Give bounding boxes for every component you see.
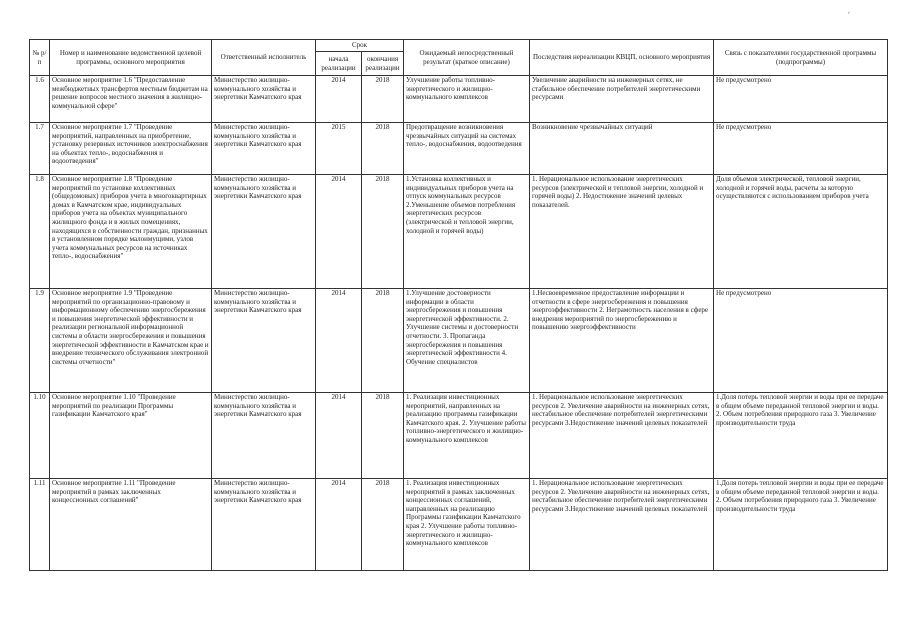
header-name: Номер и наименование ведомственной целевой программы, основного мероприятия	[50, 40, 212, 76]
row-end-year: 2018	[362, 76, 404, 123]
row-link: Не предусмотрено	[714, 123, 888, 175]
page-mark: ʹ	[848, 10, 850, 20]
header-start: начала реализации	[316, 52, 362, 76]
row-link: 1.Доля потерь тепловой энергии и воды при ее передаче в общем объеме переданной тепловой энергии и воды. 2. Объем потребления природного газа 3. Увеличение производительности труда	[714, 479, 888, 571]
row-name: Основное мероприятие 1.9 "Проведение мероприятий по организационно-правовому и информационному обеспечению энергосбережения и повышения энергетической эффективности и реализации региональной информационной системы в области энергосбережения и повышения энергетической эффективности в Камчатском крае и внедрение технического обслуживания электронной системы отчетности"	[50, 289, 212, 393]
row-number: 1.10	[30, 393, 50, 479]
table-row	[30, 393, 888, 479]
row-consequences: Возникновение чрезвычайных ситуаций	[530, 123, 714, 175]
row-number: 1.6	[30, 76, 50, 123]
row-number: 1.9	[30, 289, 50, 393]
table-row	[30, 76, 888, 123]
row-name: Основное мероприятие 1.8 "Проведение мероприятий по установке коллективных (общедомовых) приборов учета в многоквартирных домах в Камчатском крае, индивидуальных приборов учета на объектах муниципального жилищного фонда и в жилых помещениях, находящихся в собственности граждан, признанных в установленном порядке малоимущими, узлов учета коммунальных ресурсов на источниках тепло-, водоснабжения"	[50, 175, 212, 289]
row-consequences: 1. Нерациональное использование энергетических ресурсов (электрической и тепловой энергии, холодной и горячей воды) 2. Недостижение значений целевых показателей.	[530, 175, 714, 289]
row-executor: Министерство жилищно-коммунального хозяйства и энергетики Камчатского края	[212, 393, 316, 479]
row-name: Основное мероприятие 1.7 "Проведение мероприятий, направленных на приобретение, установку резервных источников электроснабжения на объектах тепло-, водоснабжения и водоотведения"	[50, 123, 212, 175]
row-result: Предотвращение возникновения чрезвычайных ситуаций на системах тепло-, водоснабжения, водоотведения	[404, 123, 530, 175]
row-start-year: 2014	[316, 289, 362, 393]
header-link: Связь с показателями государственной программы (подпрограммы)	[714, 40, 888, 76]
row-number: 1.11	[30, 479, 50, 571]
header-consequences: Последствия нереализации КВЦП, основного мероприятия	[530, 40, 714, 76]
row-executor: Министерство жилищно-коммунального хозяйства и энергетики Камчатского края	[212, 123, 316, 175]
row-result: Улучшение работы топливно-энергетического и жилищно-коммунального комплексов	[404, 76, 530, 123]
header-executor: Ответственный исполнитель	[212, 40, 316, 76]
row-consequences: 1.Несвоевременное предоставление информации и отчетности в сфере энергосбережения и повышения энергоэффективности 2. Неграмотность населения в сфере внедрения мероприятий по энергосбережению и повышению энергоэффективности	[530, 289, 714, 393]
table-row	[30, 175, 888, 289]
row-consequences: 1. Нерациональное использование энергетических ресурсов 2. Увеличение аварийности на инженерных сетях, нестабильное обеспечение потребителей энергетическими ресурсами 3.Недостижение значений целевых показателей	[530, 479, 714, 571]
row-start-year: 2014	[316, 175, 362, 289]
row-number: 1.7	[30, 123, 50, 175]
row-result: 1. Реализация инвестиционных мероприятий в рамках заключенных концессионных соглашений, направленных на реализацию Программы газификации Камчатского края 2. Улучшение работы топливно-энергетического и жилищно-коммунального комплексов	[404, 479, 530, 571]
row-link: Доля объемов электрической, тепловой энергии, холодной и горячей воды, расчеты за которую осуществляются с использованием приборов учета	[714, 175, 888, 289]
row-end-year: 2018	[362, 123, 404, 175]
row-end-year: 2018	[362, 479, 404, 571]
row-start-year: 2014	[316, 479, 362, 571]
row-executor: Министерство жилищно-коммунального хозяйства и энергетики Камчатского края	[212, 175, 316, 289]
table-row	[30, 289, 888, 393]
row-result: 1. Реализация инвестиционных мероприятий, направленных на реализацию программы газификации Камчатского края. 2. Улучшение работы топливно-энергетического и жилищно-коммунального комплексов	[404, 393, 530, 479]
row-start-year: 2014	[316, 393, 362, 479]
row-consequences: 1. Нерациональное использование энергетических ресурсов 2. Увеличение аварийности на инженерных сетях, нестабильное обеспечение потребителей энергетическими ресурсами 3.Недостижение значений целевых показателей	[530, 393, 714, 479]
row-result: 1.Улучшение достоверности информации в области энергосбережения и повышения энергетической эффективности. 2. Улучшение системы и достоверности отчетности. 3. Пропаганда энергосбережения и повышения энергетической эффективности 4. Обучение специалистов	[404, 289, 530, 393]
row-start-year: 2015	[316, 123, 362, 175]
row-link: 1.Доля потерь тепловой энергии и воды при ее передаче в общем объеме переданной тепловой энергии и воды. 2. Объем потребления природного газа 3. Увеличение производительности труда	[714, 393, 888, 479]
row-executor: Министерство жилищно-коммунального хозяйства и энергетики Камчатского края	[212, 479, 316, 571]
row-executor: Министерство жилищно-коммунального хозяйства и энергетики Камчатского края	[212, 289, 316, 393]
row-number: 1.8	[30, 175, 50, 289]
row-name: Основное мероприятие 1.11 "Проведение мероприятий в рамках заключенных концессионных соглашений"	[50, 479, 212, 571]
row-executor: Министерство жилищно-коммунального хозяйства и энергетики Камчатского края	[212, 76, 316, 123]
header-result: Ожидаемый непосредственный результат (краткое описание)	[404, 40, 530, 76]
row-link: Не предусмотрено	[714, 289, 888, 393]
row-end-year: 2018	[362, 175, 404, 289]
header-term: Срок	[316, 40, 404, 52]
row-name: Основное мероприятие 1.6 "Предоставление межбюджетных трансфертов местным бюджетам на решение вопросов местного значения в жилищно-коммунальной сфере"	[50, 76, 212, 123]
header-number: № р/п	[30, 40, 50, 76]
row-consequences: Увеличение аварийности на инженерных сетях, не стабильное обеспечение потребителей энергетическими ресурсами	[530, 76, 714, 123]
row-name: Основное мероприятие 1.10 "Проведение мероприятий по реализации Программы газификации Камчатского края"	[50, 393, 212, 479]
row-link: Не предусмотрено	[714, 76, 888, 123]
row-result: 1.Установка коллективных и индивидуальных приборов учета на отпуск коммунальных ресурсов 2.Уменьшение объемов потребления энергетических ресурсов (электрической и тепловой энергии, холодной и горячей воды)	[404, 175, 530, 289]
program-table	[29, 39, 888, 571]
table-row	[30, 479, 888, 571]
row-end-year: 2018	[362, 289, 404, 393]
table-row	[30, 123, 888, 175]
row-end-year: 2018	[362, 393, 404, 479]
header-end: окончания реализации	[362, 52, 404, 76]
row-start-year: 2014	[316, 76, 362, 123]
